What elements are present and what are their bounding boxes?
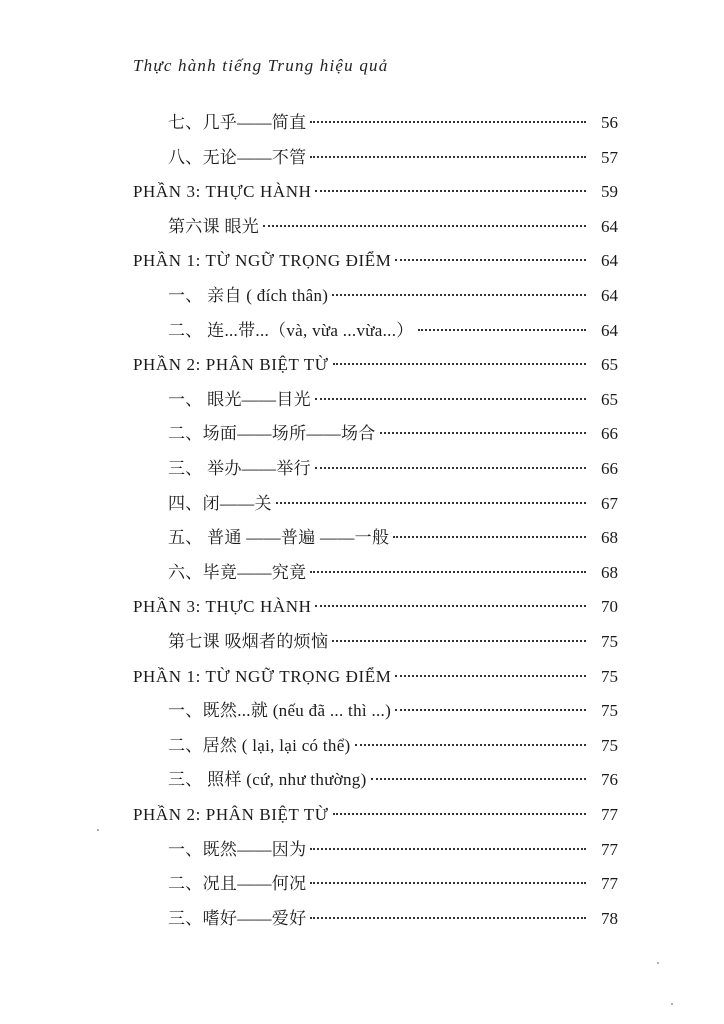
toc-section-entry [133, 800, 618, 830]
toc-subentry [168, 108, 618, 138]
toc-entry-title: PHẦN 2: PHÂN BIỆT TỪ [133, 355, 329, 375]
toc-entry-title: 四、闭——关 [168, 493, 272, 513]
toc-entry-title: 六、毕竟——究竟 [168, 562, 307, 582]
toc-dot-leader [263, 225, 586, 227]
toc-page-number: 68 [601, 562, 618, 582]
toc-entry-title: PHẦN 3: THỰC HÀNH [133, 182, 312, 202]
toc-entry-title: 第七课 吸烟者的烦恼 [168, 632, 329, 651]
toc-section-entry [133, 246, 618, 276]
toc-subentry [168, 212, 618, 242]
running-header: Thực hành tiếng Trung hiệu quả [133, 56, 389, 75]
toc-subentry [168, 316, 618, 346]
toc-dot-leader [380, 432, 586, 434]
toc-page-number: 70 [601, 597, 618, 617]
toc-entry-title: 一、 亲自 ( đích thân) [168, 286, 329, 305]
toc-subentry [168, 454, 618, 484]
toc-dot-leader [395, 709, 586, 711]
toc-page-number: 77 [601, 805, 618, 824]
toc-entry-title: 三、 举办——举行 [168, 459, 311, 478]
toc-entry-title: 二、况且——何况 [168, 874, 307, 894]
toc-page-number: 77 [601, 874, 618, 894]
scan-speck [97, 829, 99, 831]
toc-dot-leader [310, 156, 586, 158]
toc-dot-leader [418, 329, 586, 331]
toc-page-number: 56 [601, 113, 618, 132]
toc-dot-leader [315, 190, 586, 192]
toc-subentry [168, 765, 618, 795]
toc-subentry [168, 281, 618, 311]
toc-entry-title: 三、嗜好——爱好 [168, 908, 307, 928]
toc-page-number: 64 [601, 286, 618, 305]
toc-dot-leader [276, 502, 586, 504]
toc-page-number: 65 [601, 355, 618, 375]
toc-subentry [168, 489, 618, 519]
toc-entry-title: 二、 连...带...（và, vừa ...vừa...） [168, 320, 414, 340]
toc-page-number: 66 [601, 459, 618, 478]
toc-entry-title: 二、居然 ( lại, lại có thể) [168, 735, 351, 755]
scan-speck [671, 1003, 673, 1005]
toc-subentry [168, 835, 618, 865]
toc-page-number: 57 [601, 147, 618, 167]
scan-speck [657, 962, 659, 964]
toc-section-entry [133, 177, 618, 207]
toc-entry-title: PHẦN 3: THỰC HÀNH [133, 597, 312, 617]
toc-entry-title: 二、场面——场所——场合 [168, 424, 376, 444]
toc-subentry [168, 385, 618, 415]
toc-page-number: 75 [601, 735, 618, 755]
toc-dot-leader [393, 536, 586, 538]
toc-entry-title: 八、无论——不管 [168, 147, 307, 167]
toc-subentry [168, 731, 618, 761]
toc-dot-leader [395, 675, 586, 677]
toc-entry-title: PHẦN 2: PHÂN BIỆT TỪ [133, 805, 329, 824]
toc-page-number: 64 [601, 216, 618, 236]
toc-entry-title: 七、几乎——简直 [168, 113, 307, 132]
toc-dot-leader [395, 259, 586, 261]
toc-subentry [168, 904, 618, 934]
toc-subentry [168, 558, 618, 588]
toc-section-entry [133, 592, 618, 622]
toc-page-number: 75 [601, 666, 618, 686]
toc-page-number: 76 [601, 770, 618, 790]
toc-entry-title: 五、 普通 ——普遍 ——一般 [168, 528, 390, 548]
toc-dot-leader [315, 467, 586, 469]
toc-dot-leader [310, 882, 586, 884]
toc-page-number: 67 [601, 493, 618, 513]
toc-page-number: 66 [601, 424, 618, 444]
toc-dot-leader [333, 813, 586, 815]
toc-dot-leader [315, 605, 586, 607]
toc-subentry [168, 523, 618, 553]
toc-entry-title: 一、 眼光——目光 [168, 389, 311, 409]
toc-dot-leader [371, 778, 586, 780]
toc-entry-title: 一、既然...就 (nếu đã ... thì ...) [168, 701, 392, 721]
toc-dot-leader [332, 640, 586, 642]
toc-dot-leader [310, 121, 586, 123]
toc-page-number: 75 [601, 632, 618, 651]
toc-page-number: 59 [601, 182, 618, 202]
toc-page-number: 68 [601, 528, 618, 548]
toc-dot-leader [310, 917, 586, 919]
toc-page-number: 64 [601, 251, 618, 271]
toc-dot-leader [333, 363, 586, 365]
toc-entry-title: 三、 照样 (cứ, như thường) [168, 770, 367, 790]
toc-page-number: 64 [601, 320, 618, 340]
toc-entry-title: 一、既然——因为 [168, 839, 307, 859]
toc-subentry [168, 696, 618, 726]
toc-dot-leader [310, 571, 586, 573]
toc-entry-title: PHẦN 1: TỪ NGỮ TRỌNG ĐIỂM [133, 666, 392, 686]
toc-page-number: 77 [601, 839, 618, 859]
toc-subentry [168, 869, 618, 899]
toc-dot-leader [332, 294, 586, 296]
toc-entry-title: PHẦN 1: TỪ NGỮ TRỌNG ĐIỂM [133, 251, 392, 271]
toc-page-number: 65 [601, 389, 618, 409]
toc-subentry [168, 627, 618, 657]
toc-entry-title: 第六课 眼光 [168, 216, 260, 236]
toc-section-entry [133, 662, 618, 692]
toc-dot-leader [315, 398, 586, 400]
toc-subentry [168, 143, 618, 173]
toc-page-number: 78 [601, 908, 618, 928]
toc-subentry [168, 419, 618, 449]
toc-page-number: 75 [601, 701, 618, 721]
toc-section-entry [133, 350, 618, 380]
toc-dot-leader [310, 848, 586, 850]
toc-dot-leader [355, 744, 586, 746]
